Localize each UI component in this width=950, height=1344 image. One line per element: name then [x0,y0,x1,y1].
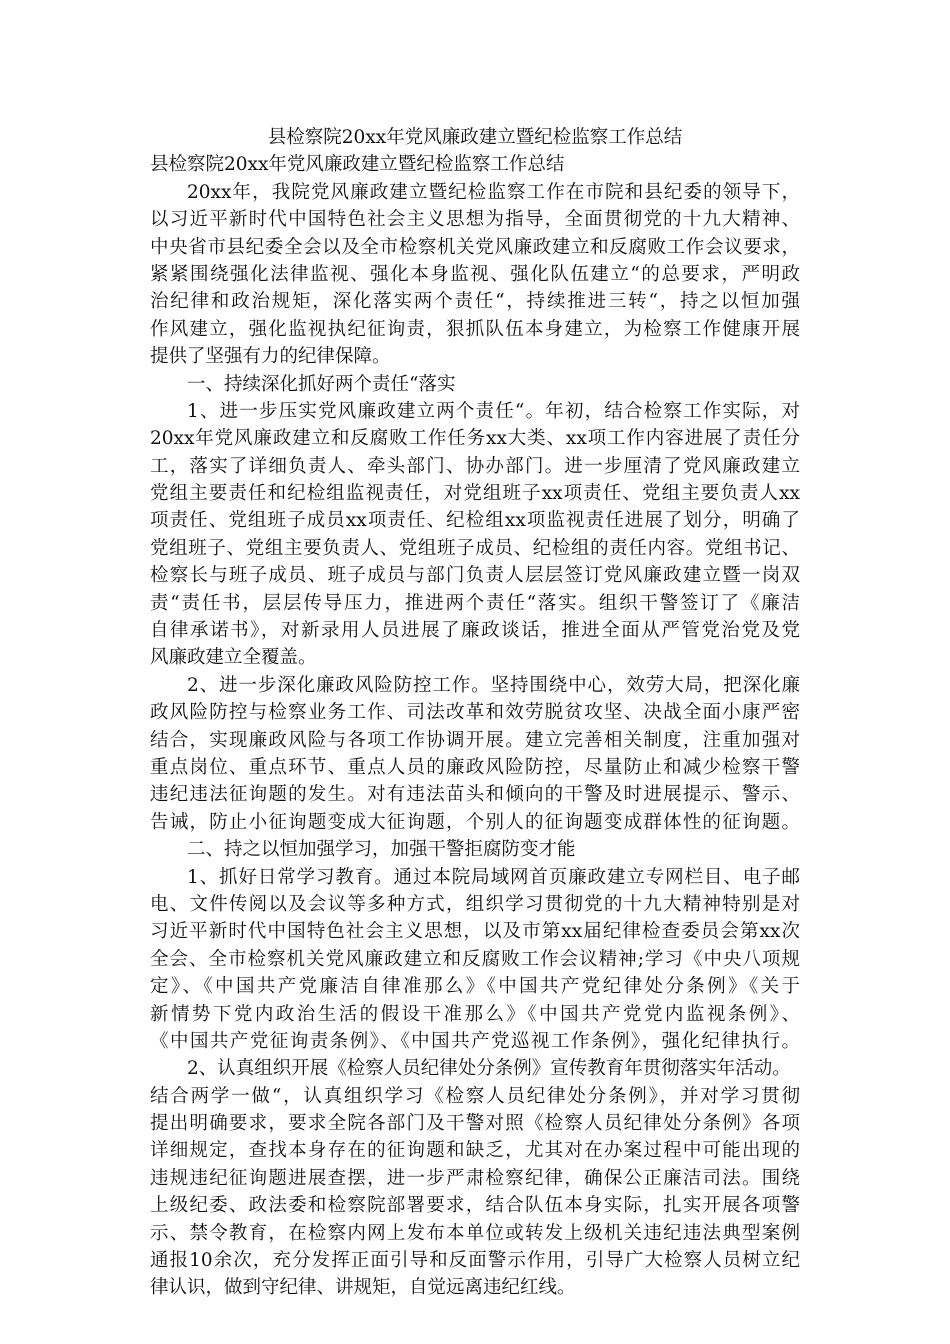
body-line: 党组主要责任和纪检组监视责任，对党组班子xx项责任、党组主要负责人xx [150,483,800,505]
body-line: 政风险防控与检察业务工作、司法改革和效劳脱贫攻坚、决战全面小康严密 [150,702,800,724]
body-line: 责“责任书，层层传导压力，推进两个责任“落实。组织干警签订了《廉洁 [150,592,800,614]
body-line: 检察长与班子成员、班子成员与部门负责人层层签订党风廉政建立暨一岗双 [150,565,800,587]
body-line: 提供了坚强有力的纪律保障。 [150,346,391,368]
body-line: 一、持续深化抓好两个责任“落实 [187,373,456,395]
body-line: 1、进一步压实党风廉政建立两个责任“。年初，结合检察工作实际，对 [187,400,800,422]
body-line: 提出明确要求，要求全院各部门及干警对照《检察人员纪律处分条例》各项 [150,1113,800,1135]
body-line: 通报10余次，充分发挥正面引导和反面警示作用，引导广大检察人员树立纪 [150,1250,800,1272]
body-line: 风廉政建立全覆盖。 [150,647,317,669]
body-line: 定》、《中国共产党廉洁自律准那么》《中国共产党纪律处分条例》《关于 [150,976,800,998]
body-line: 违规违纪征询题进展查摆，进一步严肃检察纪律，确保公正廉洁司法。围绕 [150,1167,800,1189]
body-line: 1、抓好日常学习教育。通过本院局域网首页廉政建立专网栏目、电子邮 [187,866,800,888]
body-line: 项责任、党组班子成员xx项责任、纪检组xx项监视责任进展了划分，明确了 [150,510,800,532]
body-line: 二、持之以恒加强学习，加强干警拒腐防变才能 [187,839,576,861]
body-line: 律认识，做到守纪律、讲规矩，自觉远离违纪红线。 [150,1277,576,1299]
body-line: 治纪律和政治规矩，深化落实两个责任“，持续推进三转“，持之以恒加强 [150,291,800,313]
body-line: 县检察院20xx年党风廉政建立暨纪检监察工作总结 [150,154,565,176]
body-line: 重点岗位、重点环节、重点人员的廉政风险防控，尽量防止和减少检察干警 [150,756,800,778]
body-line: 电、文件传阅以及会议等多种方式，组织学习贯彻党的十九大精神特别是对 [150,893,800,915]
body-line: 作风建立，强化监视执纪征询责，狠抓队伍本身建立，为检察工作健康开展 [150,318,800,340]
body-line: 中央省市县纪委全会以及全市检察机关党风廉政建立和反腐败工作会议要求， [150,236,800,258]
body-line: 党组班子、党组主要负责人、党组班子成员、纪检组的责任内容。党组书记、 [150,537,800,559]
body-line: 紧紧围绕强化法律监视、强化本身监视、强化队伍建立“的总要求，严明政 [150,263,800,285]
body-line: 告诫，防止小征询题变成大征询题，个别人的征询题变成群体性的征询题。 [150,811,800,833]
body-line: 2、认真组织开展《检察人员纪律处分条例》宣传教育年贯彻落实年活动。 [187,1058,791,1080]
body-line: 上级纪委、政法委和检察院部署要求，结合队伍本身实际，扎实开展各项警 [150,1195,800,1217]
body-line: 20xx年党风廉政建立和反腐败工作任务xx大类、xx项工作内容进展了责任分 [150,428,800,450]
body-line: 习近平新时代中国特色社会主义思想，以及市第xx届纪律检查委员会第xx次 [150,921,800,943]
body-line: 20xx年，我院党风廉政建立暨纪检监察工作在市院和县纪委的领导下， [187,181,800,203]
body-line: 《中国共产党征询责条例》、《中国共产党巡视工作条例》，强化纪律执行。 [150,1030,800,1052]
body-line: 结合，实现廉政风险与各项工作协调开展。建立完善相关制度，注重加强对 [150,729,800,751]
body-line: 工，落实了详细负责人、牵头部门、协办部门。进一步厘清了党风廉政建立 [150,455,800,477]
body-line: 以习近平新时代中国特色社会主义思想为指导，全面贯彻党的十九大精神、 [150,209,800,231]
body-line: 2、进一步深化廉政风险防控工作。坚持围绕中心，效劳大局，把深化廉 [187,674,800,696]
document-body [150,151,800,1301]
body-line: 全会、全市检察机关党风廉政建立和反腐败工作会议精神;学习《中央八项规 [150,948,800,970]
body-line: 详细规定，查找本身存在的征询题和缺乏，尤其对在办案过程中可能出现的 [150,1140,800,1162]
body-line: 自律承诺书》，对新录用人员进展了廉政谈话，推进全面从严管党治党及党 [150,620,800,642]
body-line: 结合两学一做“，认真组织学习《检察人员纪律处分条例》，并对学习贯彻 [150,1085,800,1107]
document-title: 县检察院20xx年党风廉政建立暨纪检监察工作总结 [267,127,683,148]
body-line: 违纪违法征询题的发生。对有违法苗头和倾向的干警及时进展提示、警示、 [150,784,800,806]
body-line: 新情势下党内政治生活的假设干准那么》《中国共产党党内监视条例》、 [150,1003,800,1025]
body-line: 示、禁令教育，在检察内网上发布本单位或转发上级机关违纪违法典型案例 [150,1222,800,1244]
